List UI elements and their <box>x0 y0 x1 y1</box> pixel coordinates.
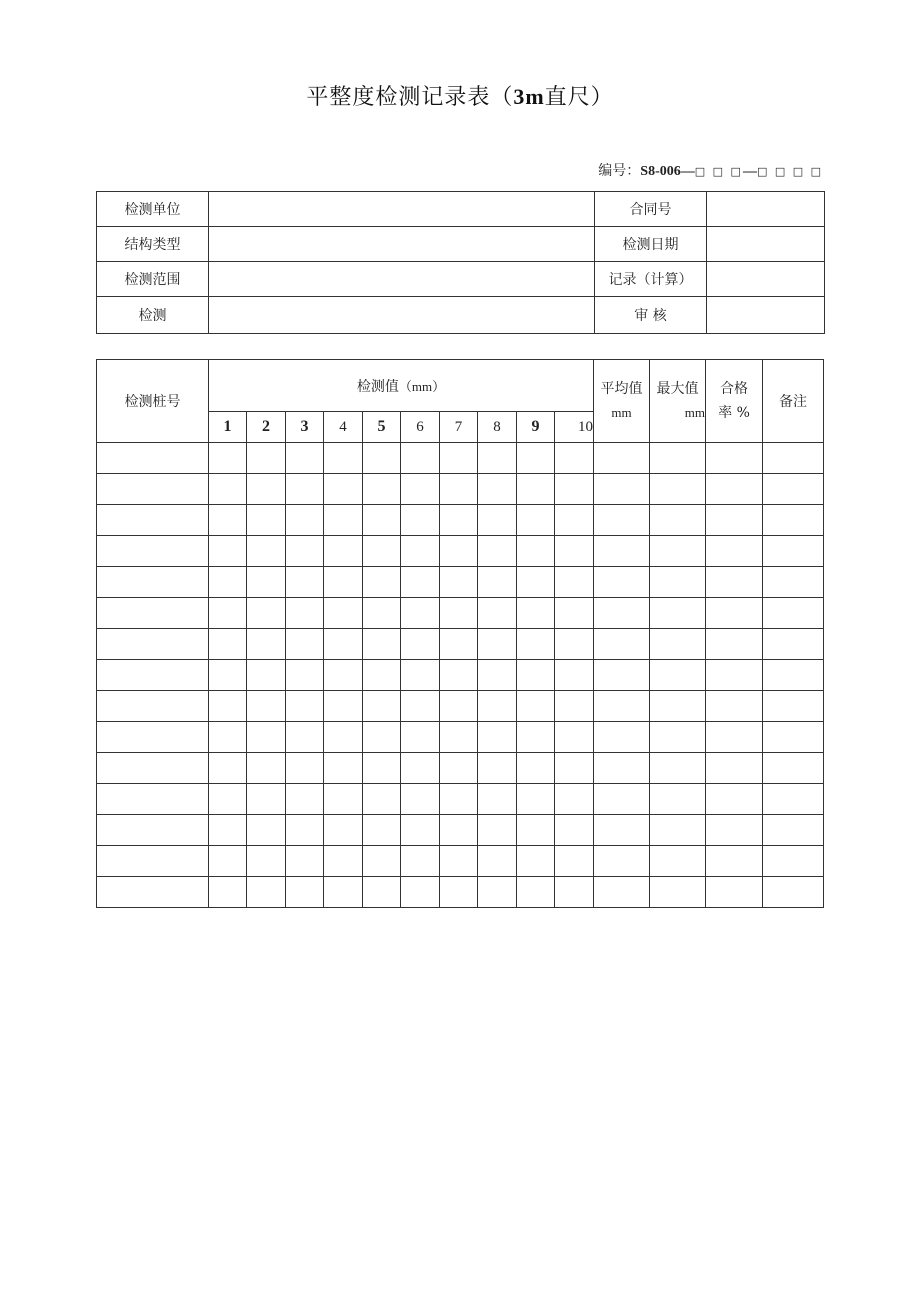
table-cell[interactable] <box>97 443 209 474</box>
label-structure-type: 结构类型 <box>97 227 209 262</box>
table-cell[interactable] <box>478 846 517 877</box>
table-cell[interactable] <box>97 474 209 505</box>
table-cell[interactable] <box>517 443 555 474</box>
info-row-structure <box>97 227 825 262</box>
table-cell[interactable] <box>247 505 286 536</box>
table-cell[interactable] <box>363 691 401 722</box>
measurement-table <box>96 359 824 908</box>
table-cell[interactable] <box>363 505 401 536</box>
table-cell[interactable] <box>324 629 363 660</box>
table-cell[interactable] <box>209 443 247 474</box>
table-cell[interactable] <box>401 660 440 691</box>
title-text-cn2: 直尺） <box>544 85 614 110</box>
table-cell[interactable] <box>763 877 824 908</box>
table-cell[interactable] <box>97 598 209 629</box>
table-cell[interactable] <box>594 536 650 567</box>
table-cell[interactable] <box>517 877 555 908</box>
label-recorder: 记录（计算） <box>595 262 707 297</box>
table-cell[interactable] <box>286 877 324 908</box>
table-cell[interactable] <box>440 505 478 536</box>
table-cell[interactable] <box>440 784 478 815</box>
table-cell[interactable] <box>286 660 324 691</box>
table-cell[interactable] <box>650 629 706 660</box>
table-cell[interactable] <box>363 846 401 877</box>
table-cell[interactable] <box>517 846 555 877</box>
table-cell[interactable] <box>440 474 478 505</box>
table-cell[interactable] <box>401 536 440 567</box>
code-boxes-1: □ □ □ <box>694 165 743 178</box>
table-cell[interactable] <box>324 598 363 629</box>
field-recorder[interactable] <box>707 262 825 297</box>
table-cell[interactable] <box>555 474 594 505</box>
table-cell[interactable] <box>517 505 555 536</box>
header-maximum-unit: mm <box>684 405 706 420</box>
table-cell[interactable] <box>401 784 440 815</box>
field-structure-type[interactable] <box>209 227 595 262</box>
table-cell[interactable] <box>324 877 363 908</box>
table-cell[interactable] <box>517 598 555 629</box>
table-cell[interactable] <box>706 722 763 753</box>
table-cell[interactable] <box>324 505 363 536</box>
table-cell[interactable] <box>478 629 517 660</box>
table-cell[interactable] <box>763 815 824 846</box>
table-cell[interactable] <box>286 846 324 877</box>
table-cell[interactable] <box>401 629 440 660</box>
table-cell[interactable] <box>650 846 706 877</box>
table-cell[interactable] <box>706 474 763 505</box>
header-station: 检测桩号 <box>97 360 209 443</box>
header-point-2: 2 <box>247 412 286 443</box>
table-cell[interactable] <box>209 784 247 815</box>
table-cell[interactable] <box>594 660 650 691</box>
table-cell[interactable] <box>324 722 363 753</box>
table-cell[interactable] <box>650 536 706 567</box>
header-notes: 备注 <box>763 360 824 443</box>
table-cell[interactable] <box>363 722 401 753</box>
field-test-unit[interactable] <box>209 192 595 227</box>
table-cell[interactable] <box>478 691 517 722</box>
table-cell[interactable] <box>706 660 763 691</box>
table-cell[interactable] <box>401 815 440 846</box>
table-cell[interactable] <box>555 815 594 846</box>
header-maximum <box>650 360 706 443</box>
table-cell[interactable] <box>440 691 478 722</box>
table-cell[interactable] <box>247 660 286 691</box>
table-cell[interactable] <box>555 443 594 474</box>
table-cell[interactable] <box>706 598 763 629</box>
table-cell[interactable] <box>594 567 650 598</box>
label-tester: 检测 <box>97 297 209 334</box>
table-cell[interactable] <box>555 753 594 784</box>
table-cell[interactable] <box>209 877 247 908</box>
table-row <box>97 877 824 908</box>
table-cell[interactable] <box>286 474 324 505</box>
info-row-org <box>97 192 825 227</box>
table-cell[interactable] <box>650 660 706 691</box>
table-cell[interactable] <box>324 846 363 877</box>
table-cell[interactable] <box>209 567 247 598</box>
table-cell[interactable] <box>401 567 440 598</box>
table-cell[interactable] <box>517 815 555 846</box>
table-cell[interactable] <box>478 753 517 784</box>
table-cell[interactable] <box>478 784 517 815</box>
table-cell[interactable] <box>517 474 555 505</box>
table-cell[interactable] <box>247 443 286 474</box>
table-row <box>97 536 824 567</box>
table-cell[interactable] <box>478 567 517 598</box>
table-cell[interactable] <box>555 784 594 815</box>
table-cell[interactable] <box>440 815 478 846</box>
table-row <box>97 474 824 505</box>
table-cell[interactable] <box>555 505 594 536</box>
header-average <box>594 360 650 443</box>
table-cell[interactable] <box>706 536 763 567</box>
table-cell[interactable] <box>247 567 286 598</box>
table-cell[interactable] <box>517 567 555 598</box>
table-cell[interactable] <box>401 846 440 877</box>
table-cell[interactable] <box>286 722 324 753</box>
table-cell[interactable] <box>763 846 824 877</box>
table-cell[interactable] <box>763 753 824 784</box>
table-cell[interactable] <box>401 443 440 474</box>
table-cell[interactable] <box>97 691 209 722</box>
table-cell[interactable] <box>555 846 594 877</box>
field-contract-no[interactable] <box>707 192 825 227</box>
header-point-7: 7 <box>440 412 478 443</box>
header-point-9: 9 <box>517 412 555 443</box>
header-pass-rate-line2: 率 % <box>718 405 750 421</box>
table-cell[interactable] <box>594 505 650 536</box>
header-measured-values-label: 检测值 <box>356 378 399 395</box>
table-cell[interactable] <box>324 691 363 722</box>
table-cell[interactable] <box>401 877 440 908</box>
header-pass-rate-line1: 合格 <box>720 381 749 397</box>
table-cell[interactable] <box>247 536 286 567</box>
table-cell[interactable] <box>706 567 763 598</box>
table-cell[interactable] <box>440 660 478 691</box>
table-row <box>97 722 824 753</box>
table-cell[interactable] <box>209 536 247 567</box>
table-cell[interactable] <box>478 505 517 536</box>
table-cell[interactable] <box>517 784 555 815</box>
table-cell[interactable] <box>517 660 555 691</box>
code-separator: — <box>742 164 757 179</box>
table-cell[interactable] <box>555 877 594 908</box>
table-cell[interactable] <box>247 753 286 784</box>
table-cell[interactable] <box>440 722 478 753</box>
table-cell[interactable] <box>209 815 247 846</box>
header-point-8: 8 <box>478 412 517 443</box>
table-cell[interactable] <box>517 536 555 567</box>
header-average-label: 平均值 <box>600 381 643 397</box>
field-tester[interactable] <box>209 297 595 334</box>
table-cell[interactable] <box>555 598 594 629</box>
table-cell[interactable] <box>517 722 555 753</box>
table-cell[interactable] <box>97 784 209 815</box>
table-cell[interactable] <box>209 753 247 784</box>
header-point-6: 6 <box>401 412 440 443</box>
document-code <box>598 160 823 180</box>
table-cell[interactable] <box>401 753 440 784</box>
table-cell[interactable] <box>97 505 209 536</box>
table-cell[interactable] <box>247 598 286 629</box>
table-row <box>97 660 824 691</box>
header-measured-values <box>209 360 594 412</box>
table-cell[interactable] <box>478 443 517 474</box>
code-label: 编号： <box>598 163 641 179</box>
table-cell[interactable] <box>650 598 706 629</box>
table-cell[interactable] <box>763 567 824 598</box>
table-cell[interactable] <box>401 691 440 722</box>
info-row-range <box>97 262 825 297</box>
table-cell[interactable] <box>440 443 478 474</box>
table-cell[interactable] <box>594 753 650 784</box>
table-cell[interactable] <box>555 629 594 660</box>
header-row-1 <box>97 360 824 412</box>
field-test-range[interactable] <box>209 262 595 297</box>
table-cell[interactable] <box>706 505 763 536</box>
table-cell[interactable] <box>440 536 478 567</box>
label-contract-no: 合同号 <box>595 192 707 227</box>
table-cell[interactable] <box>247 722 286 753</box>
header-measured-values-unit: （mm） <box>398 378 446 394</box>
table-cell[interactable] <box>555 536 594 567</box>
code-value: S8-006— <box>640 164 695 179</box>
table-cell[interactable] <box>363 567 401 598</box>
table-cell[interactable] <box>478 598 517 629</box>
table-cell[interactable] <box>650 505 706 536</box>
table-cell[interactable] <box>650 753 706 784</box>
table-cell[interactable] <box>650 567 706 598</box>
table-cell[interactable] <box>324 567 363 598</box>
title-text-cn: 平整度检测记录表（ <box>306 85 514 110</box>
table-cell[interactable] <box>363 474 401 505</box>
table-cell[interactable] <box>478 660 517 691</box>
header-average-unit: mm <box>611 405 632 420</box>
table-cell[interactable] <box>401 474 440 505</box>
page-title <box>0 80 920 111</box>
table-cell[interactable] <box>247 846 286 877</box>
table-cell[interactable] <box>706 784 763 815</box>
table-cell[interactable] <box>363 753 401 784</box>
table-cell[interactable] <box>247 784 286 815</box>
table-cell[interactable] <box>401 505 440 536</box>
table-cell[interactable] <box>324 753 363 784</box>
label-test-unit: 检测单位 <box>97 192 209 227</box>
table-cell[interactable] <box>363 536 401 567</box>
table-cell[interactable] <box>478 877 517 908</box>
table-cell[interactable] <box>650 722 706 753</box>
table-cell[interactable] <box>324 443 363 474</box>
header-maximum-label: 最大值 <box>656 381 699 397</box>
table-cell[interactable] <box>247 691 286 722</box>
table-cell[interactable] <box>324 660 363 691</box>
table-cell[interactable] <box>478 722 517 753</box>
table-cell[interactable] <box>209 505 247 536</box>
header-pass-rate <box>706 360 763 443</box>
table-cell[interactable] <box>247 629 286 660</box>
table-cell[interactable] <box>363 629 401 660</box>
table-cell[interactable] <box>209 846 247 877</box>
table-cell[interactable] <box>440 753 478 784</box>
table-cell[interactable] <box>763 505 824 536</box>
table-cell[interactable] <box>650 877 706 908</box>
table-cell[interactable] <box>706 753 763 784</box>
table-cell[interactable] <box>763 722 824 753</box>
table-cell[interactable] <box>324 536 363 567</box>
table-cell[interactable] <box>763 629 824 660</box>
table-cell[interactable] <box>650 443 706 474</box>
table-cell[interactable] <box>594 722 650 753</box>
table-cell[interactable] <box>440 877 478 908</box>
table-cell[interactable] <box>363 877 401 908</box>
table-cell[interactable] <box>286 815 324 846</box>
field-test-date[interactable] <box>707 227 825 262</box>
table-cell[interactable] <box>706 629 763 660</box>
table-cell[interactable] <box>763 784 824 815</box>
table-row <box>97 784 824 815</box>
label-reviewer: 审 核 <box>595 297 707 334</box>
table-row <box>97 753 824 784</box>
table-cell[interactable] <box>440 598 478 629</box>
table-cell[interactable] <box>763 691 824 722</box>
info-table <box>96 191 825 334</box>
table-cell[interactable] <box>97 660 209 691</box>
table-cell[interactable] <box>97 722 209 753</box>
table-cell[interactable] <box>478 815 517 846</box>
table-cell[interactable] <box>286 505 324 536</box>
label-test-range: 检测范围 <box>97 262 209 297</box>
table-cell[interactable] <box>706 815 763 846</box>
table-cell[interactable] <box>650 815 706 846</box>
table-cell[interactable] <box>440 846 478 877</box>
table-cell[interactable] <box>247 474 286 505</box>
table-cell[interactable] <box>363 660 401 691</box>
table-cell[interactable] <box>594 784 650 815</box>
table-cell[interactable] <box>555 691 594 722</box>
table-cell[interactable] <box>650 784 706 815</box>
header-point-1: 1 <box>209 412 247 443</box>
table-cell[interactable] <box>286 536 324 567</box>
table-cell[interactable] <box>594 474 650 505</box>
table-cell[interactable] <box>706 877 763 908</box>
table-cell[interactable] <box>97 567 209 598</box>
table-row <box>97 691 824 722</box>
table-cell[interactable] <box>594 815 650 846</box>
table-cell[interactable] <box>594 846 650 877</box>
table-row <box>97 505 824 536</box>
table-cell[interactable] <box>555 567 594 598</box>
table-cell[interactable] <box>286 753 324 784</box>
table-row <box>97 567 824 598</box>
table-cell[interactable] <box>650 474 706 505</box>
table-cell[interactable] <box>363 443 401 474</box>
table-cell[interactable] <box>517 753 555 784</box>
table-cell[interactable] <box>247 815 286 846</box>
table-cell[interactable] <box>286 691 324 722</box>
table-cell[interactable] <box>594 443 650 474</box>
table-cell[interactable] <box>440 567 478 598</box>
table-cell[interactable] <box>555 722 594 753</box>
table-cell[interactable] <box>286 784 324 815</box>
label-test-date: 检测日期 <box>595 227 707 262</box>
header-point-3: 3 <box>286 412 324 443</box>
table-cell[interactable] <box>706 691 763 722</box>
table-cell[interactable] <box>97 815 209 846</box>
table-row <box>97 629 824 660</box>
table-cell[interactable] <box>209 691 247 722</box>
table-cell[interactable] <box>363 598 401 629</box>
table-cell[interactable] <box>97 877 209 908</box>
table-cell[interactable] <box>324 784 363 815</box>
table-row <box>97 443 824 474</box>
table-cell[interactable] <box>555 660 594 691</box>
code-boxes-2: □ □ □ □ <box>756 165 823 178</box>
table-cell[interactable] <box>97 536 209 567</box>
table-cell[interactable] <box>706 846 763 877</box>
table-cell[interactable] <box>209 474 247 505</box>
header-point-4: 4 <box>324 412 363 443</box>
table-cell[interactable] <box>97 753 209 784</box>
table-cell[interactable] <box>594 598 650 629</box>
table-cell[interactable] <box>363 815 401 846</box>
table-cell[interactable] <box>763 536 824 567</box>
table-cell[interactable] <box>324 815 363 846</box>
table-cell[interactable] <box>209 722 247 753</box>
table-cell[interactable] <box>286 443 324 474</box>
table-cell[interactable] <box>650 691 706 722</box>
table-cell[interactable] <box>247 877 286 908</box>
table-cell[interactable] <box>209 598 247 629</box>
table-cell[interactable] <box>401 722 440 753</box>
table-cell[interactable] <box>209 660 247 691</box>
table-cell[interactable] <box>763 443 824 474</box>
table-cell[interactable] <box>594 877 650 908</box>
table-cell[interactable] <box>478 536 517 567</box>
table-cell[interactable] <box>763 598 824 629</box>
field-reviewer[interactable] <box>707 297 825 334</box>
table-cell[interactable] <box>363 784 401 815</box>
table-cell[interactable] <box>478 474 517 505</box>
table-cell[interactable] <box>324 474 363 505</box>
table-cell[interactable] <box>401 598 440 629</box>
table-cell[interactable] <box>209 629 247 660</box>
table-cell[interactable] <box>594 629 650 660</box>
table-cell[interactable] <box>517 629 555 660</box>
table-row <box>97 846 824 877</box>
table-cell[interactable] <box>706 443 763 474</box>
table-cell[interactable] <box>97 629 209 660</box>
table-cell[interactable] <box>517 691 555 722</box>
info-row-tester <box>97 297 825 334</box>
table-row <box>97 815 824 846</box>
table-cell[interactable] <box>440 629 478 660</box>
table-cell[interactable] <box>97 846 209 877</box>
table-cell[interactable] <box>286 598 324 629</box>
header-point-5: 5 <box>363 412 401 443</box>
table-cell[interactable] <box>763 474 824 505</box>
table-cell[interactable] <box>286 629 324 660</box>
table-cell[interactable] <box>763 660 824 691</box>
table-row <box>97 598 824 629</box>
header-point-10: 10 <box>555 412 594 443</box>
title-text-latin: 3m <box>513 84 545 109</box>
table-cell[interactable] <box>594 691 650 722</box>
table-cell[interactable] <box>286 567 324 598</box>
